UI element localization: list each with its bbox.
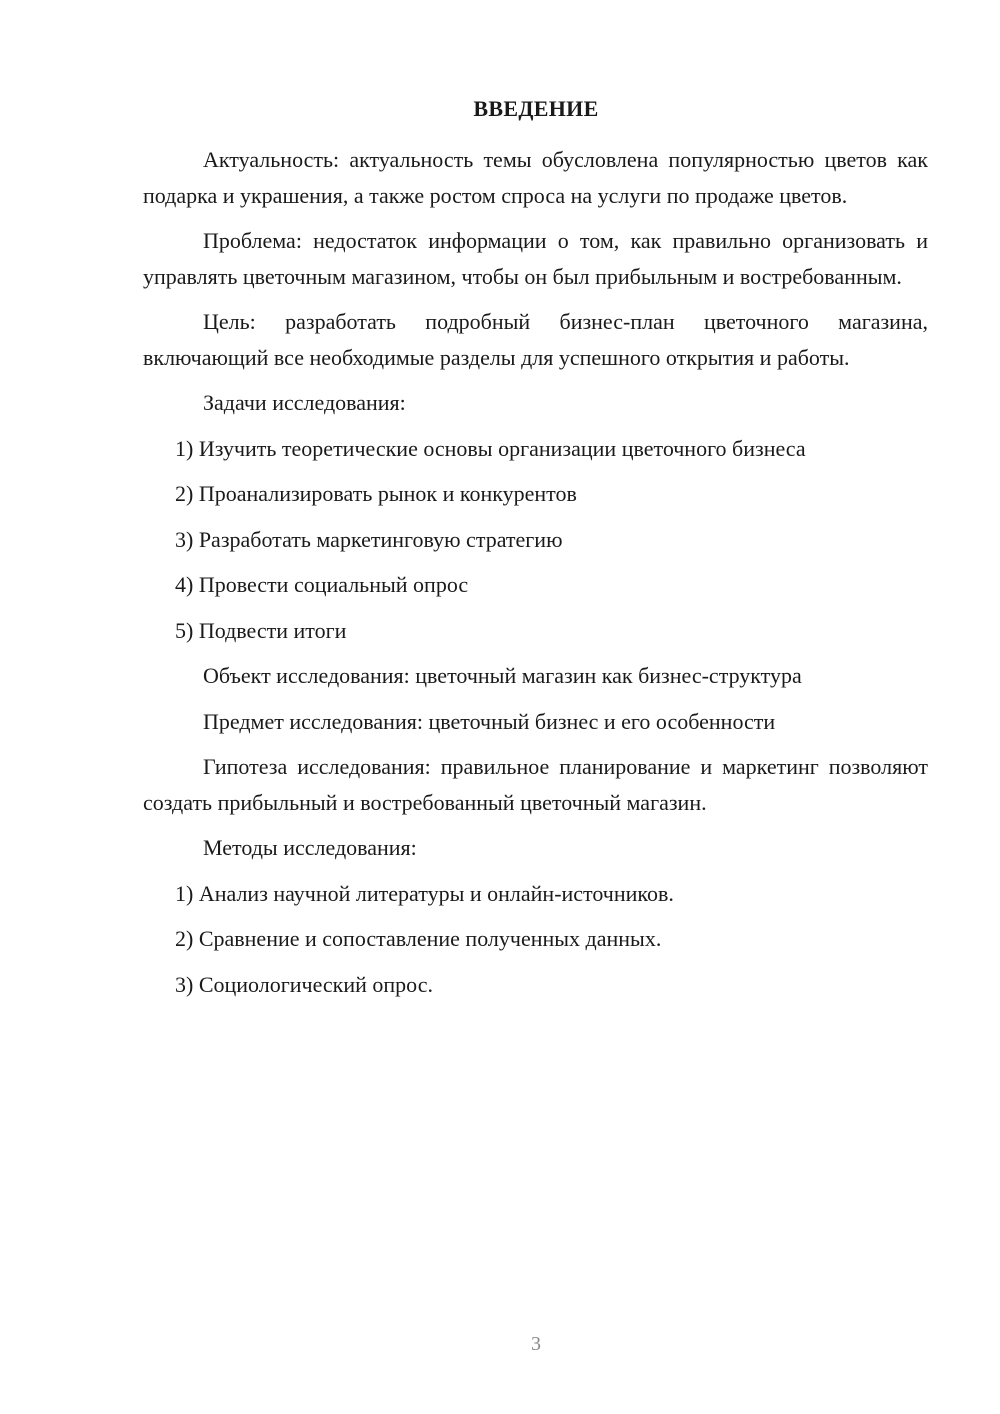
list-item: 3) Социологический опрос. xyxy=(175,971,433,997)
goal-paragraph: Цель: разработать подробный бизнес-план цветочного магазина, включающий все необходимые разделы для успешного открытия и работы. xyxy=(143,309,928,370)
section-heading: ВВЕДЕНИЕ xyxy=(473,96,599,121)
tasks-list xyxy=(143,431,928,649)
object-line: Объект исследования: цветочный магазин как бизнес-структура xyxy=(203,663,802,688)
introduction-body xyxy=(143,142,928,1012)
tasks-heading: Задачи исследования: xyxy=(203,390,406,415)
methods-heading: Методы исследования: xyxy=(203,835,417,860)
list-item: 2) Проанализировать рынок и конкурентов xyxy=(175,481,577,506)
problem-paragraph: Проблема: недостаток информации о том, как правильно организовать и управлять цветочным магазином, чтобы он был прибыльным и востребованным. xyxy=(143,228,928,289)
hypothesis-paragraph: Гипотеза исследования: правильное планирование и маркетинг позволяют создать прибыльный и востребованный цветочный магазин. xyxy=(143,754,928,815)
page-number: 3 xyxy=(531,1333,541,1355)
relevance-paragraph: Актуальность: актуальность темы обусловлена популярностью цветов как подарка и украшения, а также ростом спроса на услуги по продаже цветов. xyxy=(143,147,928,208)
list-item: 3) Разработать маркетинговую стратегию xyxy=(175,526,563,552)
subject-line: Предмет исследования: цветочный бизнес и его особенности xyxy=(203,708,776,734)
methods-list xyxy=(143,876,928,1003)
list-item: 1) Изучить теоретические основы организации цветочного бизнеса xyxy=(175,435,806,461)
list-item: 4) Провести социальный опрос xyxy=(175,572,469,597)
list-item: 1) Анализ научной литературы и онлайн-источников. xyxy=(175,880,674,906)
list-item: 2) Сравнение и сопоставление полученных данных. xyxy=(175,926,662,951)
list-item: 5) Подвести итоги xyxy=(175,617,347,643)
